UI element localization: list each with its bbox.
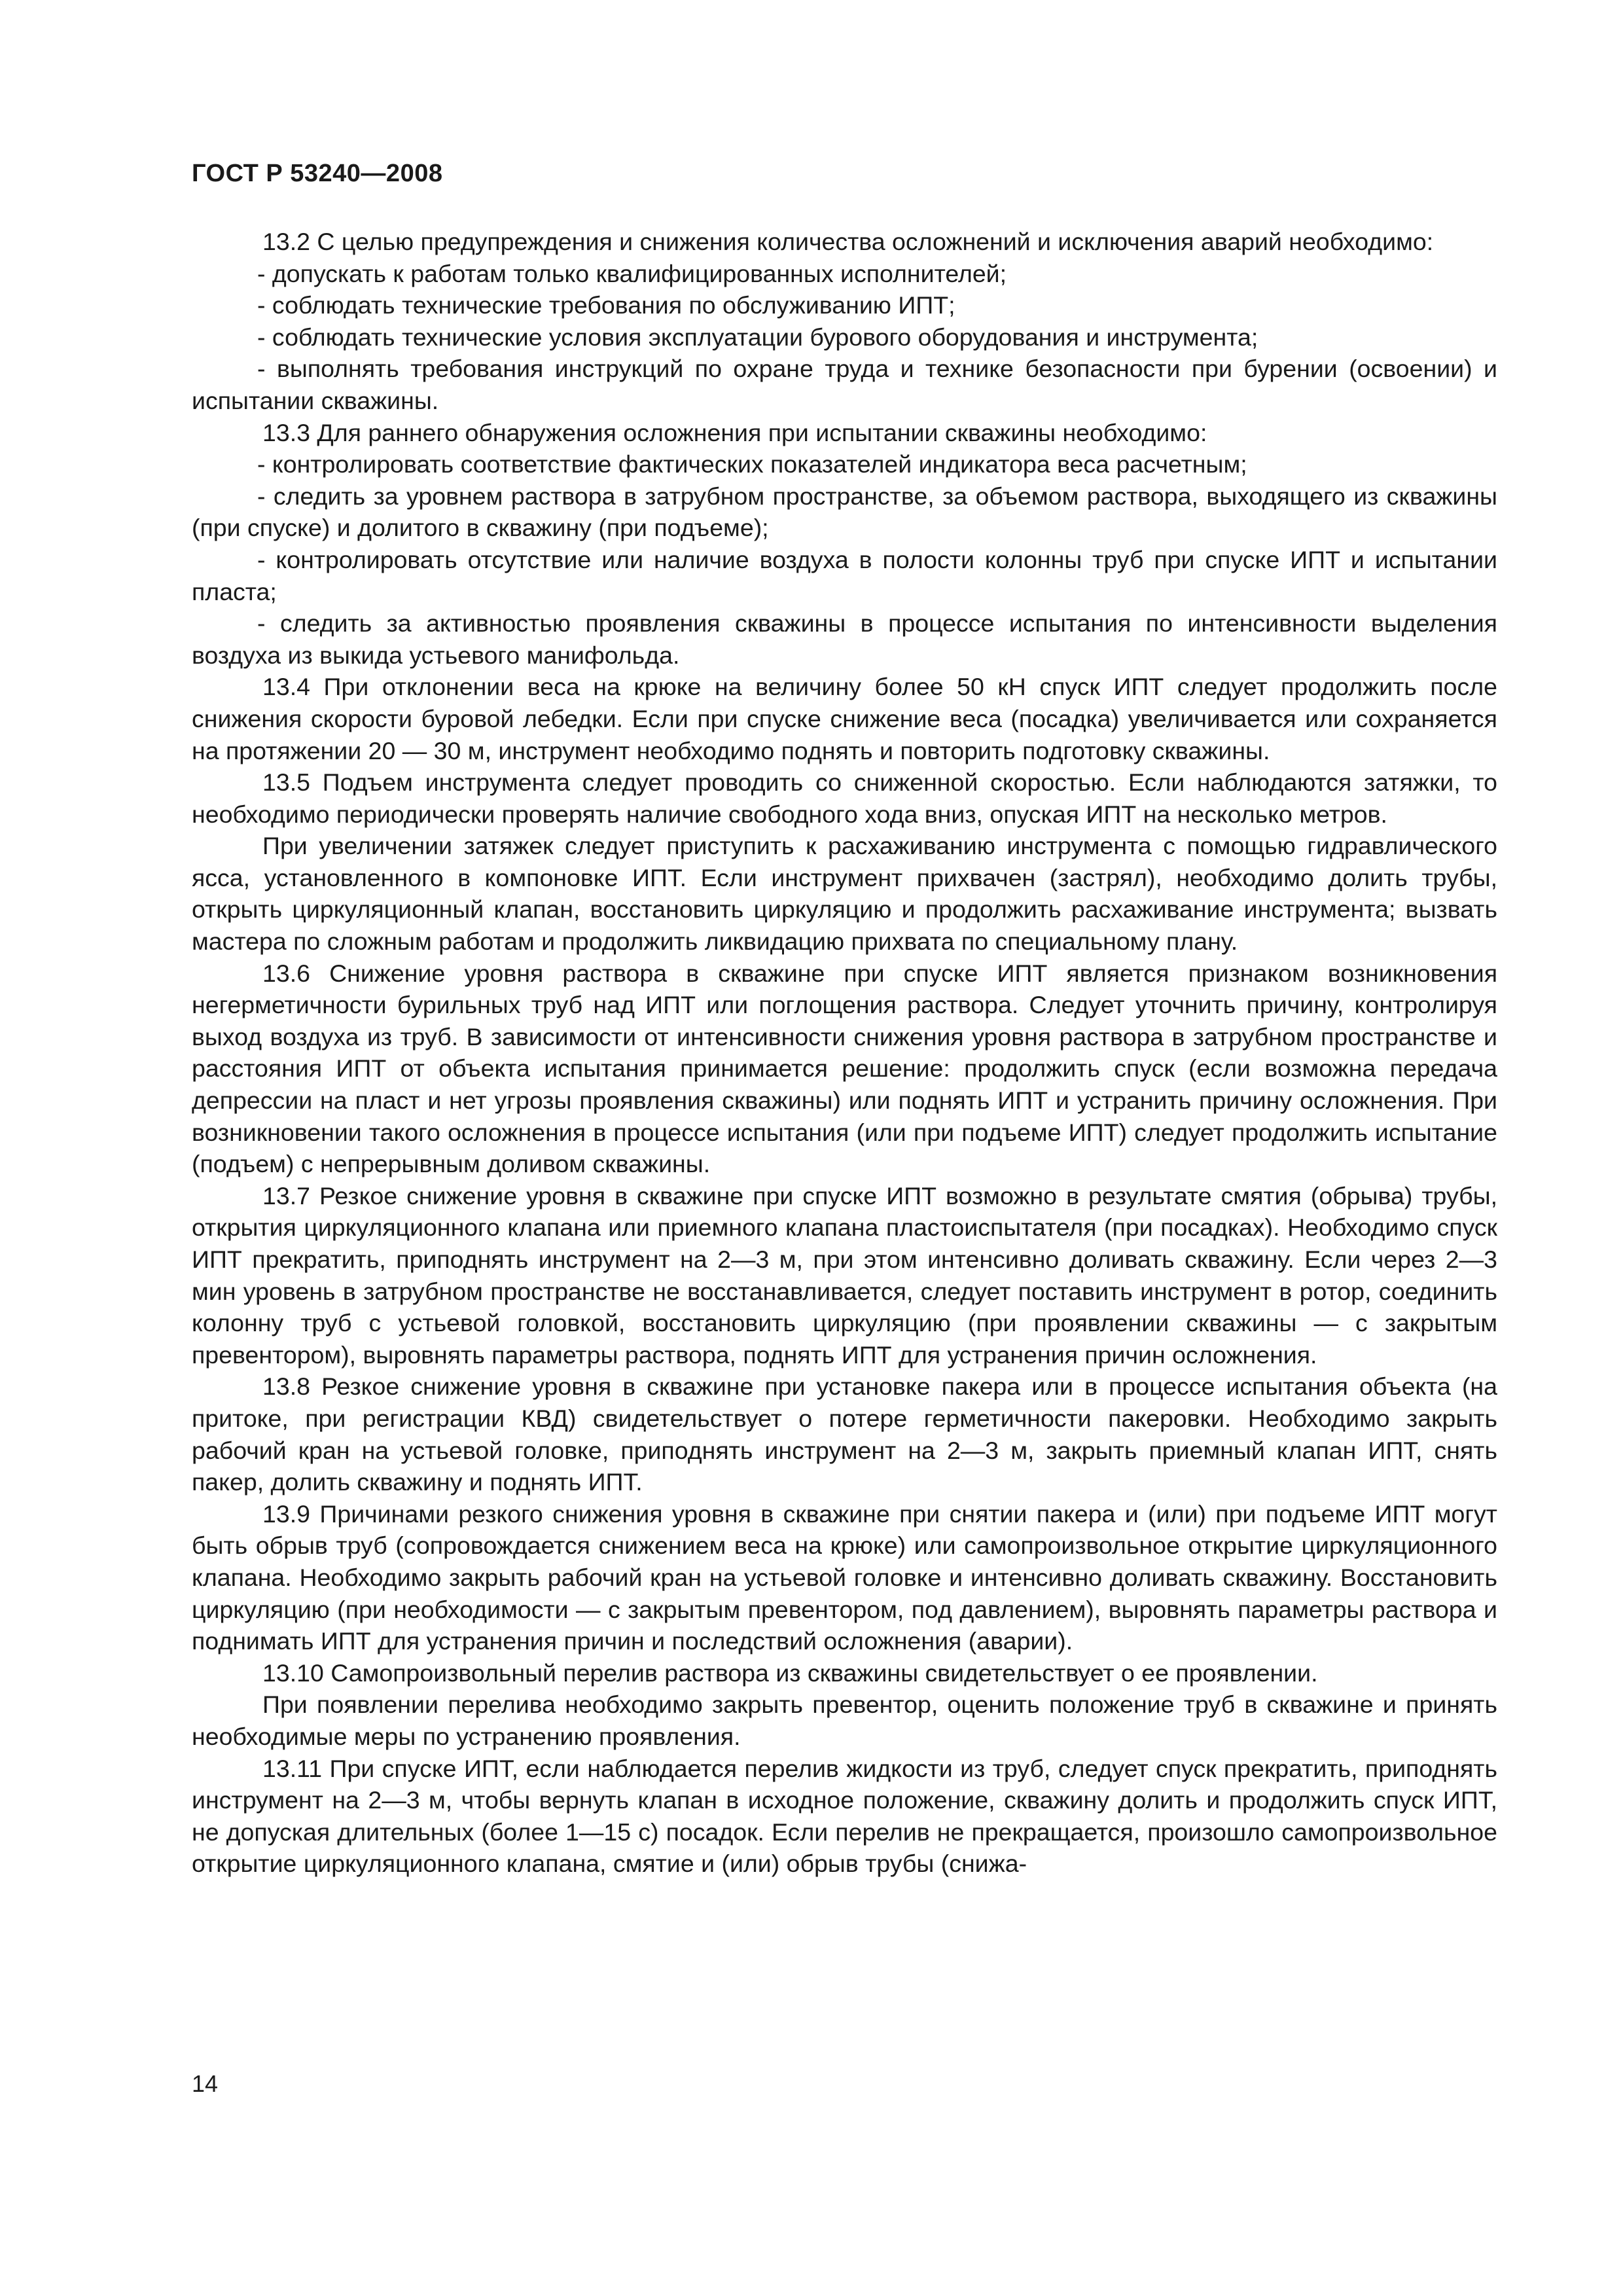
paragraph-13-7: 13.7 Резкое снижение уровня в скважине при спуске ИПТ возможно в результате смятия (обрыва) трубы, открытия циркуляционного клапана или приемного клапана пластоиспытателя (при посадках). Необходимо спуск ИПТ прекратить, приподнять инструмент на 2—3 м, при этом интенсивно доливать скважину. Если через 2—3 мин уровень в затрубном пространстве не восстанавливается, следует поставить инструмент в ротор, соединить колонну труб с устьевой головкой, восстановить циркуляцию (при проявлении скважины — с закрытым превентором), выровнять параметры раствора, поднять ИПТ для устранения причин осложнения.	[192, 1181, 1497, 1369]
document-body	[192, 226, 1497, 1880]
paragraph-13-11: 13.11 При спуске ИПТ, если наблюдается перелив жидкости из труб, следует спуск прекратить, приподнять инструмент на 2—3 м, чтобы вернуть клапан в исходное положение, скважину долить и продолжить спуск ИПТ, не допуская длительных (более 1—15 с) посадок. Если перелив не прекращается, произошло самопроизвольное открытие циркуляционного клапана, смятие и (или) обрыв трубы (снижа-	[192, 1754, 1497, 1878]
list-item: - контролировать отсутствие или наличие воздуха в полости колонны труб при спуске ИПТ и испытании пласта;	[192, 545, 1497, 605]
paragraph-13-4: 13.4 При отклонении веса на крюке на величину более 50 кН спуск ИПТ следует продолжить после снижения скорости буровой лебедки. Если при спуске снижение веса (посадка) увеличивается или сохраняется на протяжении 20 — 30 м, инструмент необходимо поднять и повторить подготовку скважины.	[192, 673, 1497, 764]
list-item: - соблюдать технические условия эксплуатации бурового оборудования и инструмента;	[257, 323, 1258, 351]
list-item: - следить за активностью проявления скважины в процессе испытания по интенсивности выделения воздуха из выкида устьевого манифольда.	[192, 609, 1497, 669]
paragraph-13-10: 13.10 Самопроизвольный перелив раствора из скважины свидетельствует о ее проявлении.	[262, 1659, 1318, 1687]
page-number: 14	[192, 2070, 219, 2097]
list-item: - допускать к работам только квалифицированных исполнителей;	[257, 259, 1007, 287]
list-item: - выполнять требования инструкций по охране труда и технике безопасности при бурении (освоении) и испытании скважины.	[192, 355, 1497, 414]
list-item: - контролировать соответствие фактических показателей индикатора веса расчетным;	[257, 450, 1247, 478]
list-item: - следить за уровнем раствора в затрубном пространстве, за объемом раствора, выходящего из скважины (при спуске) и долитого в скважину (при подъеме);	[192, 482, 1497, 542]
paragraph-13-3: 13.3 Для раннего обнаружения осложнения при испытании скважины необходимо:	[262, 418, 1207, 446]
document-header: ГОСТ Р 53240—2008	[192, 160, 443, 187]
paragraph-13-9: 13.9 Причинами резкого снижения уровня в скважине при снятии пакера и (или) при подъеме ИПТ могут быть обрыв труб (сопровождается снижением веса на крюке) или самопроизвольное открытие циркуляционного клапана. Необходимо закрыть рабочий кран на устьевой головке и интенсивно доливать скважину. Восстановить циркуляцию (при необходимости — с закрытым превентором, под давлением), выровнять параметры раствора и поднимать ИПТ для устранения причин и последствий осложнения (аварии).	[192, 1499, 1497, 1655]
paragraph-13-2: 13.2 С целью предупреждения и снижения количества осложнений и исключения аварий необходимо:	[262, 228, 1434, 255]
paragraph-13-10-cont: При появлении перелива необходимо закрыть превентор, оценить положение труб в скважине и принять необходимые меры по устранению проявления.	[192, 1691, 1497, 1750]
paragraph-13-5: 13.5 Подъем инструмента следует проводить со сниженной скоростью. Если наблюдаются затяжки, то необходимо периодически проверять наличие свободного хода вниз, опуская ИПТ на несколько метров.	[192, 768, 1497, 828]
paragraph-13-8: 13.8 Резкое снижение уровня в скважине при установке пакера или в процессе испытания объекта (на притоке, при регистрации КВД) свидетельствует о потере герметичности пакеровки. Необходимо закрыть рабочий кран на устьевой головке, приподнять инструмент на 2—3 м, закрыть приемный клапан ИПТ, снять пакер, долить скважину и поднять ИПТ.	[192, 1372, 1497, 1496]
list-item: - соблюдать технические требования по обслуживанию ИПТ;	[257, 291, 955, 319]
paragraph-13-5-cont: При увеличении затяжек следует приступить к расхаживанию инструмента с помощью гидравлического ясса, установленного в компоновке ИПТ. Если инструмент прихвачен (застрял), необходимо долить трубы, открыть циркуляционный клапан, восстановить циркуляцию и продолжить расхаживание инструмента; вызвать мастера по сложным работам и продолжить ликвидацию прихвата по специальному плану.	[192, 832, 1497, 956]
paragraph-13-6: 13.6 Снижение уровня раствора в скважине при спуске ИПТ является признаком возникновения негерметичности бурильных труб над ИПТ или поглощения раствора. Следует уточнить причину, контролируя выход воздуха из труб. В зависимости от интенсивности снижения уровня раствора в затрубном пространстве и расстояния ИПТ от объекта испытания принимается решение: продолжить спуск (если возможна передача депрессии на пласт и нет угрозы проявления скважины) или поднять ИПТ и устранить причину осложнения. При возникновении такого осложнения в процессе испытания (или при подъеме ИПТ) следует продолжить испытание (подъем) с непрерывным доливом скважины.	[192, 959, 1497, 1178]
